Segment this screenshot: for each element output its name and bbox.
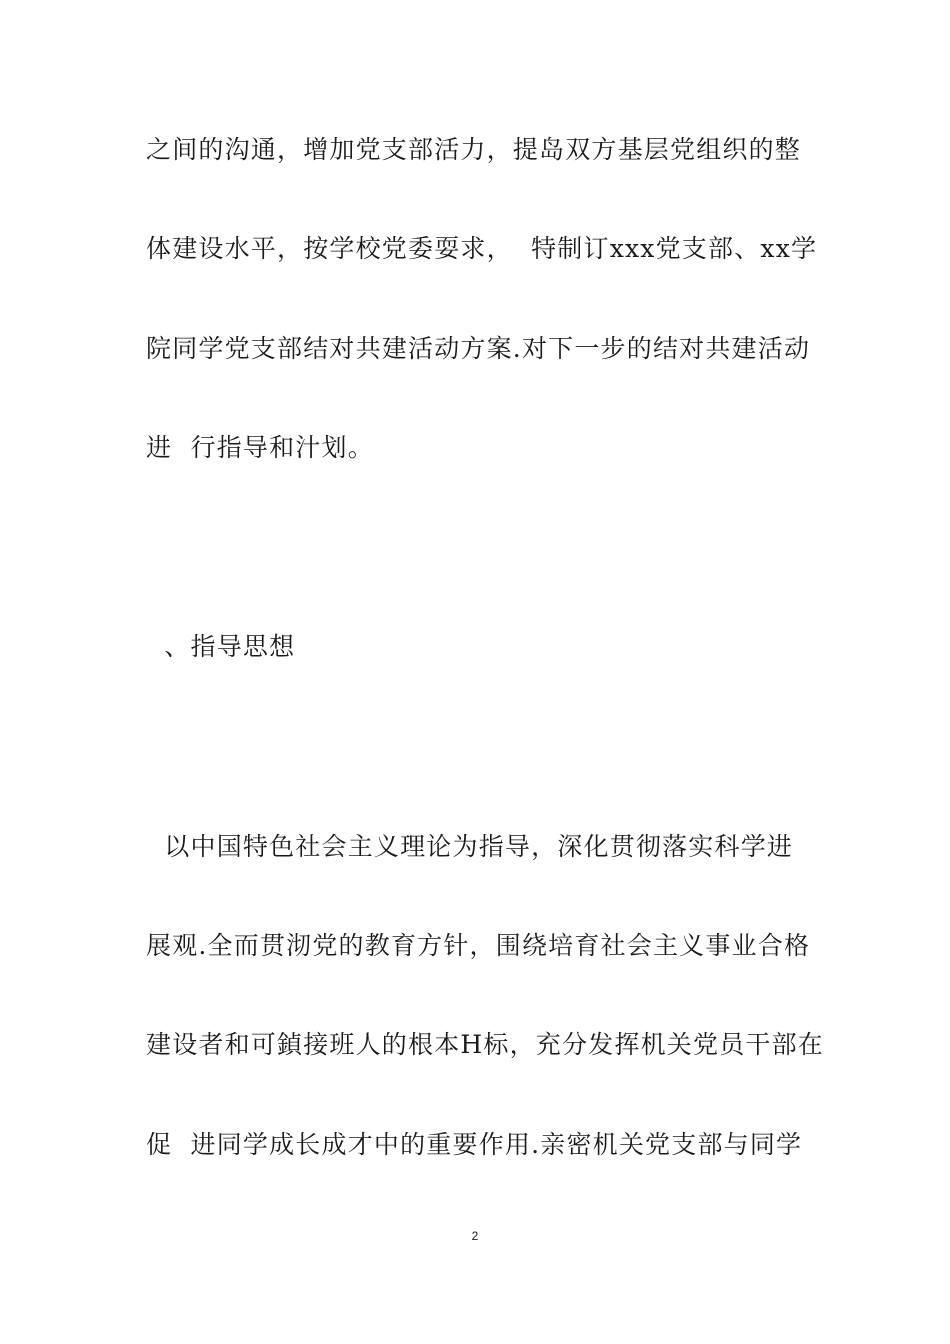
body-text-line: 以中国特色社会主义理论为指导，深化贯彻落实科学进 (146, 832, 794, 861)
body-text-line: 展观.全而贯沏党的教育方针，围绕培育社会主义事业合格 (146, 931, 811, 960)
body-text-line: 之间的沟通，增加党支部活力，提岛双方基层党组织的整 (146, 135, 802, 164)
body-text-line: 体建设水平，按学校党委耍求， 特制订xxx党支部、xx学 (146, 234, 818, 263)
body-text-line: 进 行指导和汁划。 (146, 433, 374, 462)
page-number: 2 (471, 1229, 479, 1243)
section-heading: 、指导思想 (146, 632, 296, 661)
body-text-line: 建设者和可鍞接班人的根本H标，充分发挥机关党员干部在 (146, 1030, 825, 1059)
body-text-line: 促 进同学成长成才中的重要作用.亲密机关党支部与同学 (146, 1130, 803, 1159)
body-text-line: 院同学党支部结对共建活动方案.对下一步的结对共建活动 (146, 334, 811, 363)
